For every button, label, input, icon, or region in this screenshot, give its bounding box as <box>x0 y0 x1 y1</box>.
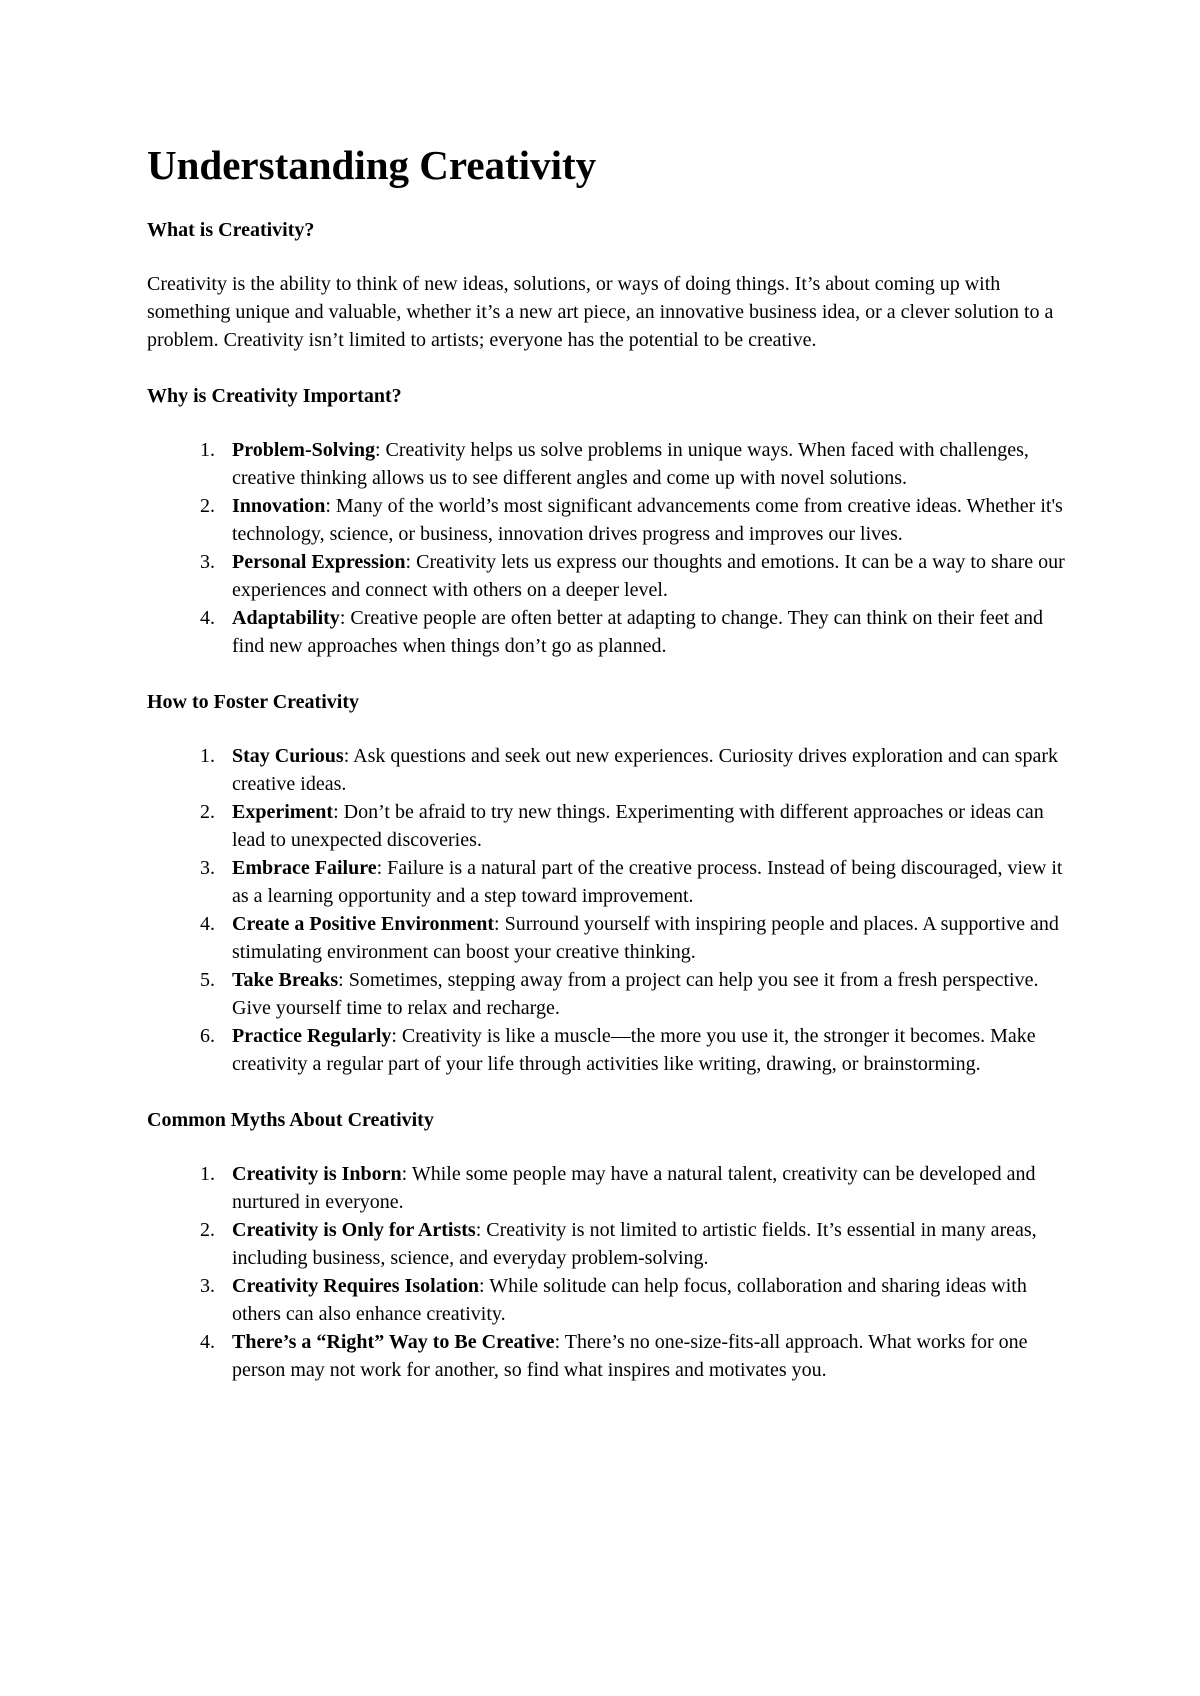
list-item-text: : Surround yourself with inspiring people and places. A supportive and stimulating environment can boost your creative thinking. <box>232 913 1059 964</box>
list-item-term: Problem-Solving <box>232 439 375 462</box>
list-item-term: Experiment <box>232 801 334 824</box>
list-item-text: : Sometimes, stepping away from a project can help you see it from a fresh perspective. Give yourself time to relax and recharge. <box>232 969 1039 1020</box>
list-item-text: : Ask questions and seek out new experiences. Curiosity drives exploration and can spark creative ideas. <box>232 745 1058 796</box>
list-item-text: : Creativity lets us express our thoughts and emotions. It can be a way to share our experiences and connect with others on a deeper level. <box>232 551 1065 602</box>
list-item <box>220 1160 1067 1216</box>
list-item-text: : Don’t be afraid to try new things. Experimenting with different approaches or ideas can lead to unexpected discoveries. <box>232 801 1044 852</box>
list-item <box>220 1328 1067 1384</box>
list-item <box>220 492 1067 548</box>
intro-paragraph: Creativity is the ability to think of new ideas, solutions, or ways of doing things. It’s about coming up with something unique and valuable, whether it’s a new art piece, an innovative business idea, or a clever solution to a problem. Creativity isn’t limited to artists; everyone has the potential to be creative. <box>147 273 1054 352</box>
section-heading-foster-creativity: How to Foster Creativity <box>147 691 359 714</box>
list-item-text: : Creativity helps us solve problems in unique ways. When faced with challenges, creative thinking allows us to see different angles and come up with novel solutions. <box>232 439 1029 490</box>
list-item-term: Innovation <box>232 495 326 518</box>
document-title: Understanding Creativity <box>147 142 597 188</box>
section-heading-common-myths: Common Myths About Creativity <box>147 1109 434 1132</box>
list-item <box>220 966 1067 1022</box>
list-item <box>220 604 1067 660</box>
list-item-term: Stay Curious <box>232 745 344 768</box>
list-item <box>220 1272 1067 1328</box>
list-item <box>220 798 1067 854</box>
list-item <box>220 548 1067 604</box>
foster-list <box>147 742 1067 1078</box>
list-item-term: There’s a “Right” Way to Be Creative <box>232 1331 555 1354</box>
list-item <box>220 1022 1067 1078</box>
list-item <box>220 1216 1067 1272</box>
section-heading-why-important: Why is Creativity Important? <box>147 385 402 408</box>
list-item-text: : Failure is a natural part of the creative process. Instead of being discouraged, view it as a learning opportunity and a step toward improvement. <box>232 857 1063 908</box>
list-item-text: : There’s no one-size-fits-all approach. What works for one person may not work for another, so find what inspires and motivates you. <box>232 1331 1028 1382</box>
list-item <box>220 742 1067 798</box>
list-item-term: Personal Expression <box>232 551 406 574</box>
list-item <box>220 436 1067 492</box>
list-item-term: Creativity Requires Isolation <box>232 1275 480 1298</box>
list-item-term: Creativity is Only for Artists <box>232 1219 476 1242</box>
list-item-text: : Creativity is not limited to artistic fields. It’s essential in many areas, including business, science, and everyday problem-solving. <box>232 1219 1037 1270</box>
list-item-term: Practice Regularly <box>232 1025 392 1048</box>
list-item-term: Creativity is Inborn <box>232 1163 402 1186</box>
list-item-text: : While some people may have a natural talent, creativity can be developed and nurtured in everyone. <box>232 1163 1036 1214</box>
list-item-term: Take Breaks <box>232 969 339 992</box>
myths-list <box>147 1160 1067 1384</box>
list-item-text: : Creativity is like a muscle—the more you use it, the stronger it becomes. Make creativity a regular part of your life through activities like writing, drawing, or brainstorming. <box>232 1025 1036 1076</box>
list-item <box>220 854 1067 910</box>
list-item-text: : Creative people are often better at adapting to change. They can think on their feet and find new approaches when things don’t go as planned. <box>232 607 1044 658</box>
list-item-text: : While solitude can help focus, collaboration and sharing ideas with others can also enhance creativity. <box>232 1275 1027 1326</box>
importance-list <box>147 436 1067 660</box>
list-item-term: Adaptability <box>232 607 340 630</box>
section-heading-what-is-creativity: What is Creativity? <box>147 219 315 242</box>
document-page <box>147 140 1067 1412</box>
list-item-term: Create a Positive Environment <box>232 913 495 936</box>
list-item <box>220 910 1067 966</box>
list-item-term: Embrace Failure <box>232 857 377 880</box>
list-item-text: : Many of the world’s most significant advancements come from creative ideas. Whether it's technology, science, or business, innovation drives progress and improves our lives. <box>232 495 1063 546</box>
